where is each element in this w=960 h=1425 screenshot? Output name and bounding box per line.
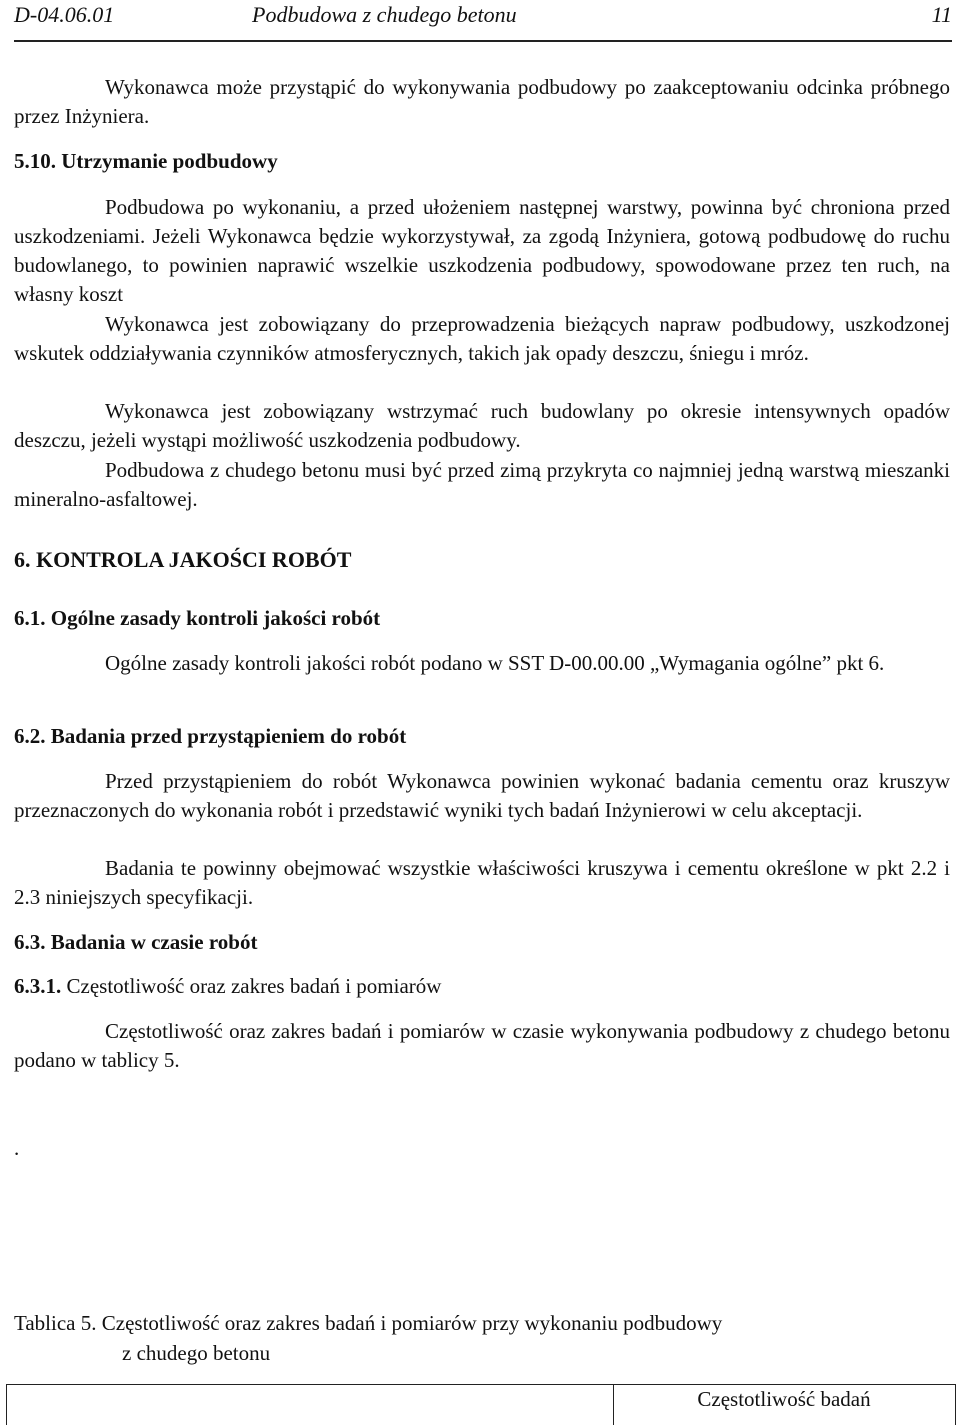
table-column-divider <box>613 1385 614 1425</box>
table-header-frequency: Częstotliwość badań <box>697 1387 871 1411</box>
table-caption-line-2: z chudego betonu <box>122 1341 271 1365</box>
paragraph-general-rules: Ogólne zasady kontroli jakości robót podano w SST D-00.00.00 „Wymagania ogólne” pkt 6. <box>105 651 885 675</box>
section-heading-6-2: 6.2. Badania przed przystąpieniem do robót <box>14 724 407 748</box>
paragraph-contractor-start: Wykonawca może przystąpić do wykonywania podbudowy po zaakceptowaniu odcinka próbnego przez Inżyniera. <box>14 75 950 128</box>
paragraph-pre-tests: Przed przystąpieniem do robót Wykonawca powinien wykonać badania cementu oraz kruszyw przeznaczonych do wykonania robót i przedstawić wyniki tych badań Inżynierowi w celu akceptacji. <box>14 769 950 822</box>
section-heading-6-3-1 <box>14 972 950 1001</box>
stray-dot: . <box>14 1136 20 1160</box>
document-title: Podbudowa z chudego betonu <box>252 2 517 27</box>
page-header <box>14 0 952 42</box>
section-heading-6: 6. KONTROLA JAKOŚCI ROBÓT <box>14 547 352 572</box>
paragraph-stop-traffic: Wykonawca jest zobowiązany wstrzymać ruch budowlany po okresie intensywnych opadów deszczu, jeżeli wystąpi możliwość uszkodzenia podbudowy. <box>14 399 950 452</box>
paragraph-maintenance: Podbudowa po wykonaniu, a przed ułożeniem następnej warstwy, powinna być chroniona przed uszkodzeniami. Jeżeli Wykonawca będzie wykorzystywał, za zgodą Inżyniera, gotową podbudowę do ruchu budowlanego, to powinien naprawić wszelkie uszkodzenia podbudowy, spowodowane przez ten ruch, na własny koszt <box>14 195 950 306</box>
paragraph-repairs: Wykonawca jest zobowiązany do przeprowadzenia bieżących napraw podbudowy, uszkodzonej wskutek oddziaływania czynników atmosferycznych, takich jak opady deszczu, śniegu i mróz. <box>14 312 950 365</box>
document-code: D-04.06.01 <box>14 2 115 27</box>
page-number: 11 <box>931 2 952 27</box>
section-heading-5-10: 5.10. Utrzymanie podbudowy <box>14 149 278 173</box>
section-number-6-3-1: 6.3.1. <box>14 974 62 998</box>
paragraph-winter-cover: Podbudowa z chudego betonu musi być przed zimą przykryta co najmniej jedną warstwą mieszanki mineralno-asfaltowej. <box>14 458 950 511</box>
section-heading-6-1: 6.1. Ogólne zasady kontroli jakości robót <box>14 606 381 630</box>
paragraph-frequency: Częstotliwość oraz zakres badań i pomiarów w czasie wykonywania podbudowy z chudego betonu podano w tablicy 5. <box>14 1019 950 1072</box>
section-title-6-3-1: Częstotliwość oraz zakres badań i pomiarów <box>66 974 442 998</box>
table-caption-line-1: Tablica 5. Częstotliwość oraz zakres badań i pomiarów przy wykonaniu podbudowy <box>14 1311 723 1335</box>
section-heading-6-3: 6.3. Badania w czasie robót <box>14 930 258 954</box>
paragraph-test-scope: Badania te powinny obejmować wszystkie właściwości kruszywa i cementu określone w pkt 2.2 i 2.3 niniejszych specyfikacji. <box>14 856 950 909</box>
table-5 <box>6 1384 956 1425</box>
